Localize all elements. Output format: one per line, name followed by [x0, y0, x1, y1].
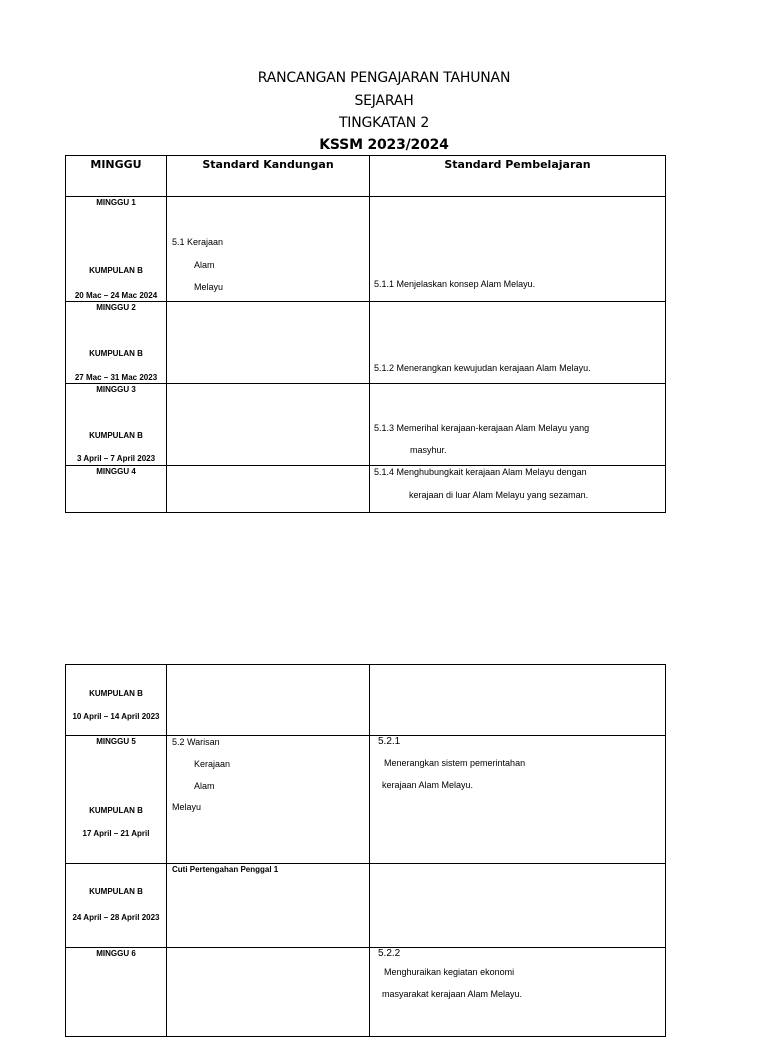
row4-sp-cell	[369, 465, 666, 513]
t2-row2-sk-line1: 5.2 Warisan	[172, 737, 220, 747]
row4-sp-line2: kerajaan di luar Alam Melayu yang sezaman.	[409, 490, 589, 500]
header-sp-cell	[369, 155, 666, 197]
t2-row1-week-cell	[65, 664, 167, 736]
row1-sk-line1: 5.1 Kerajaan	[172, 237, 224, 247]
row3-sp-cell	[369, 383, 666, 466]
t2-row1-sp-cell	[369, 664, 666, 736]
row2-sp: 5.1.2 Menerangkan kewujudan kerajaan Alam Melayu.	[374, 363, 591, 373]
t2-row2-sp-line2: kerajaan Alam Melayu.	[382, 780, 474, 790]
row3-sk-cell	[166, 383, 370, 466]
document-title: RANCANGAN PENGAJARAN TAHUNAN	[257, 70, 511, 86]
t2-row2-group: KUMPULAN B	[89, 806, 143, 815]
row1-sk-line3: Melayu	[194, 282, 224, 292]
curriculum-title: KSSM 2023/2024	[319, 137, 449, 153]
row3-date: 3 April – 7 April 2023	[76, 454, 156, 463]
t2-row4-sp-line2: masyarakat kerajaan Alam Melayu.	[382, 989, 523, 999]
t2-row1-date: 10 April – 14 April 2023	[72, 712, 160, 721]
t2-row3-date: 24 April – 28 April 2023	[72, 913, 160, 922]
row4-sp-line1: 5.1.4 Menghubungkait kerajaan Alam Melayu dengan	[374, 467, 587, 477]
t2-row2-sp-num: 5.2.1	[378, 736, 401, 747]
t2-row2-sk-line4: Melayu	[172, 802, 202, 812]
row1-sk-line2: Alam	[194, 260, 215, 270]
header-minggu: MINGGU	[90, 158, 142, 171]
row1-week: MINGGU 1	[96, 198, 136, 207]
t2-row2-sp-cell	[369, 735, 666, 864]
t2-row4-week: MINGGU 6	[96, 949, 136, 958]
t2-row3-sk-cell	[166, 863, 370, 948]
t2-row3-holiday: Cuti Pertengahan Penggal 1	[172, 865, 279, 874]
row1-sp: 5.1.1 Menjelaskan konsep Alam Melayu.	[374, 279, 536, 289]
t2-row4-sp-line1: Menghuraikan kegiatan ekonomi	[384, 967, 515, 977]
row4-sk-cell	[166, 465, 370, 513]
header-standard-kandungan: Standard Kandungan	[202, 158, 334, 171]
row2-sk-cell	[166, 301, 370, 384]
t2-row3-group: KUMPULAN B	[89, 887, 143, 896]
row1-sk-cell	[166, 196, 370, 302]
t2-row2-week: MINGGU 5	[96, 737, 136, 746]
row3-sp-line2: masyhur.	[410, 445, 447, 455]
t2-row3-sp-cell	[369, 863, 666, 948]
t2-row3-week-cell	[65, 863, 167, 948]
t2-row4-sp-num: 5.2.2	[378, 948, 401, 959]
row1-group: KUMPULAN B	[89, 266, 143, 275]
row1-sp-cell	[369, 196, 666, 302]
t2-row2-week-cell	[65, 735, 167, 864]
subject-title: SEJARAH	[354, 93, 414, 109]
row2-sp-cell	[369, 301, 666, 384]
row4-week-cell	[65, 465, 167, 513]
row3-week: MINGGU 3	[96, 385, 136, 394]
row2-group: KUMPULAN B	[89, 349, 143, 358]
header-sk-cell	[166, 155, 370, 197]
t2-row2-sk-line3: Alam	[194, 781, 215, 791]
row4-week: MINGGU 4	[96, 467, 136, 476]
t2-row1-group: KUMPULAN B	[89, 689, 143, 698]
t2-row2-sk-line2: Kerajaan	[194, 759, 231, 769]
row1-week-cell	[65, 196, 167, 302]
row3-group: KUMPULAN B	[89, 431, 143, 440]
t2-row2-date: 17 April – 21 April	[82, 829, 150, 838]
row3-sp-line1: 5.1.3 Memerihal kerajaan-kerajaan Alam Melayu yang	[374, 423, 590, 433]
row2-week: MINGGU 2	[96, 303, 136, 312]
t2-row1-sk-cell	[166, 664, 370, 736]
row1-date: 20 Mac – 24 Mac 2024	[74, 291, 158, 300]
row2-week-cell	[65, 301, 167, 384]
row2-date: 27 Mac – 31 Mac 2023	[74, 373, 158, 382]
form-title: TINGKATAN 2	[338, 115, 430, 131]
header-minggu-cell	[65, 155, 167, 197]
row3-week-cell	[65, 383, 167, 466]
header-standard-pembelajaran: Standard Pembelajaran	[444, 158, 591, 171]
t2-row2-sk-cell	[166, 735, 370, 864]
t2-row2-sp-line1: Menerangkan sistem pemerintahan	[384, 758, 526, 768]
